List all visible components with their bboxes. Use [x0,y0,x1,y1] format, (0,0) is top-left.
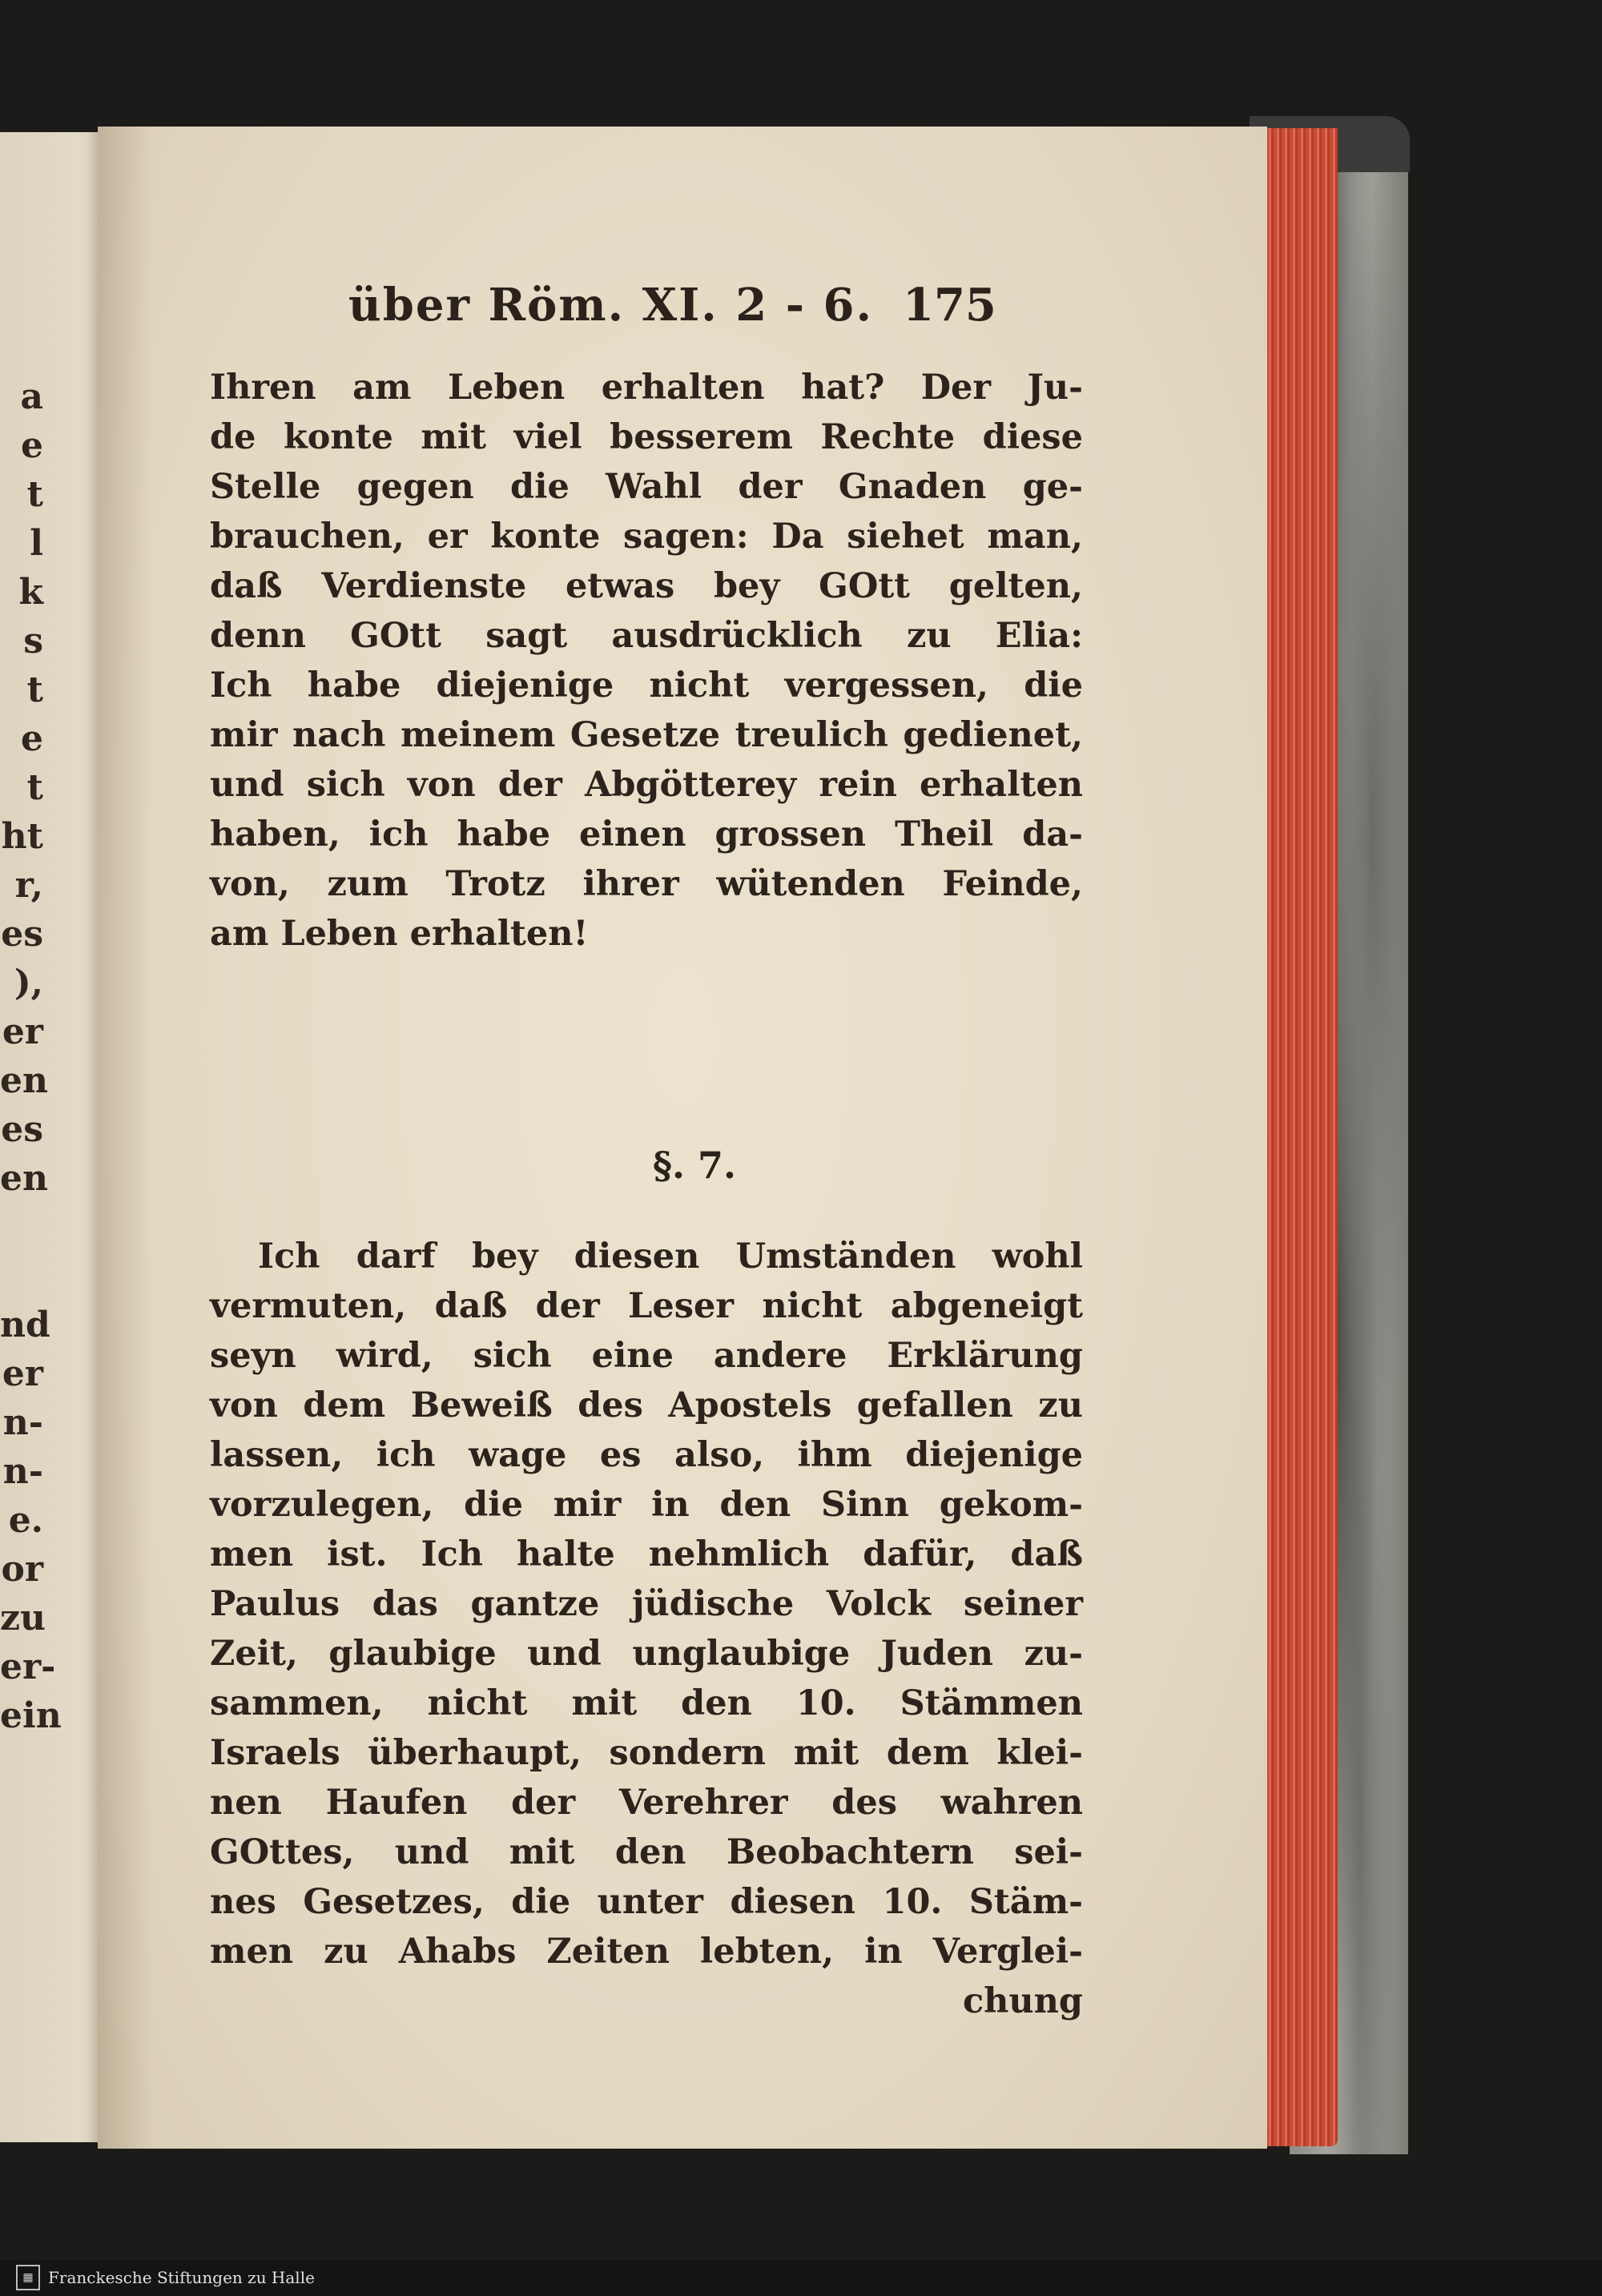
text-line: nes Gesetzes, die unter diesen 10. Stäm- [210,1882,1083,1922]
page-number: 175 [903,279,996,332]
left-page-fragment: ), [14,963,43,1003]
left-page-fragment: en [0,1158,48,1199]
institution-logo-icon: ▦ [16,2265,40,2290]
text-line: Ich darf bey diesen Umständen wohl [258,1236,1083,1277]
running-head-title: über Röm. XI. 2 - 6. [348,279,873,332]
left-page-fragment: n- [2,1402,43,1443]
left-page-fragment: s [23,621,43,661]
text-line: und sich von der Abgötterey rein erhalten [210,765,1083,805]
left-page-fragment: a [20,376,43,417]
left-page-fragment: e [21,425,43,466]
text-line: denn GOtt sagt ausdrücklich zu Elia: [210,616,1083,656]
left-page-fragment: t [26,767,43,808]
left-page-fragment: ein [0,1695,62,1736]
left-page-fragment: zu [0,1598,46,1639]
text-line: Ihren am Leben erhalten hat? Der Ju- [210,368,1083,408]
text-line: von, zum Trotz ihrer wütenden Feinde, [210,864,1083,904]
text-line: Paulus das gantze jüdische Volck seiner [210,1584,1083,1624]
text-line: sammen, nicht mit den 10. Stämmen [210,1683,1083,1723]
text-line: daß Verdienste etwas bey GOtt gelten, [210,566,1083,606]
left-page-fragment: e. [8,1500,43,1541]
left-page-fragment: l [30,523,43,564]
text-line: mir nach meinem Gesetze treulich gedienet, [210,715,1083,755]
text-line: von dem Beweiß des Apostels gefallen zu [210,1385,1083,1425]
catchword: chung [962,1981,1083,2021]
left-page-fragment: en [0,1060,48,1101]
footer-label: Franckesche Stiftungen zu Halle [48,2268,315,2287]
text-line: Ich habe diejenige nicht vergessen, die [210,665,1083,706]
text-line: seyn wird, sich eine andere Erklärung [210,1336,1083,1376]
left-page-fragment: k [18,572,43,613]
running-head [98,279,1267,343]
text-line: Israels überhaupt, sondern mit dem klei- [210,1733,1083,1773]
paragraph-2 [210,1232,1083,2026]
left-page-fragment: e [21,718,43,759]
left-page-fragment: er [2,1011,43,1052]
paragraph-1 [210,363,1083,959]
text-line: de konte mit viel besserem Rechte diese [210,417,1083,457]
left-page-fragment: er [2,1353,43,1394]
left-page-fragment: or [1,1549,43,1590]
text-line: Zeit, glaubige und unglaubige Juden zu- [210,1634,1083,1674]
text-line: GOttes, und mit den Beobachtern sei- [210,1832,1083,1872]
left-page-fragment: er- [0,1647,56,1687]
text-line: vermuten, daß der Leser nicht abgeneigt [210,1286,1083,1326]
left-page-fragment: r, [14,865,43,906]
text-line: Stelle gegen die Wahl der Gnaden ge- [210,467,1083,507]
section-heading: §. 7. [652,1144,737,1187]
footer-bar [0,2260,1602,2296]
left-page-fragment: nd [0,1305,50,1345]
text-line: lassen, ich wage es also, ihm diejenige [210,1435,1083,1475]
left-page [0,132,112,2142]
left-page-fragment: n- [2,1451,43,1492]
text-line: men zu Ahabs Zeiten lebten, in Verglei- [210,1932,1083,1972]
text-line: nen Haufen der Verehrer des wahren [210,1783,1083,1823]
left-page-fragment: t [26,669,43,710]
left-page-fragment: es [1,1109,43,1150]
left-page-fragment: ht [1,816,43,857]
text-line: vorzulegen, die mir in den Sinn gekom- [210,1485,1083,1525]
text-line: am Leben erhalten! [210,914,589,954]
left-page-fragment: es [1,914,43,955]
right-page [98,127,1267,2149]
left-page-fragment: t [26,474,43,515]
text-line: haben, ich habe einen grossen Theil da- [210,814,1083,854]
text-line: brauchen, er konte sagen: Da siehet man, [210,517,1083,557]
text-line: men ist. Ich halte nehmlich dafür, daß [210,1534,1083,1574]
